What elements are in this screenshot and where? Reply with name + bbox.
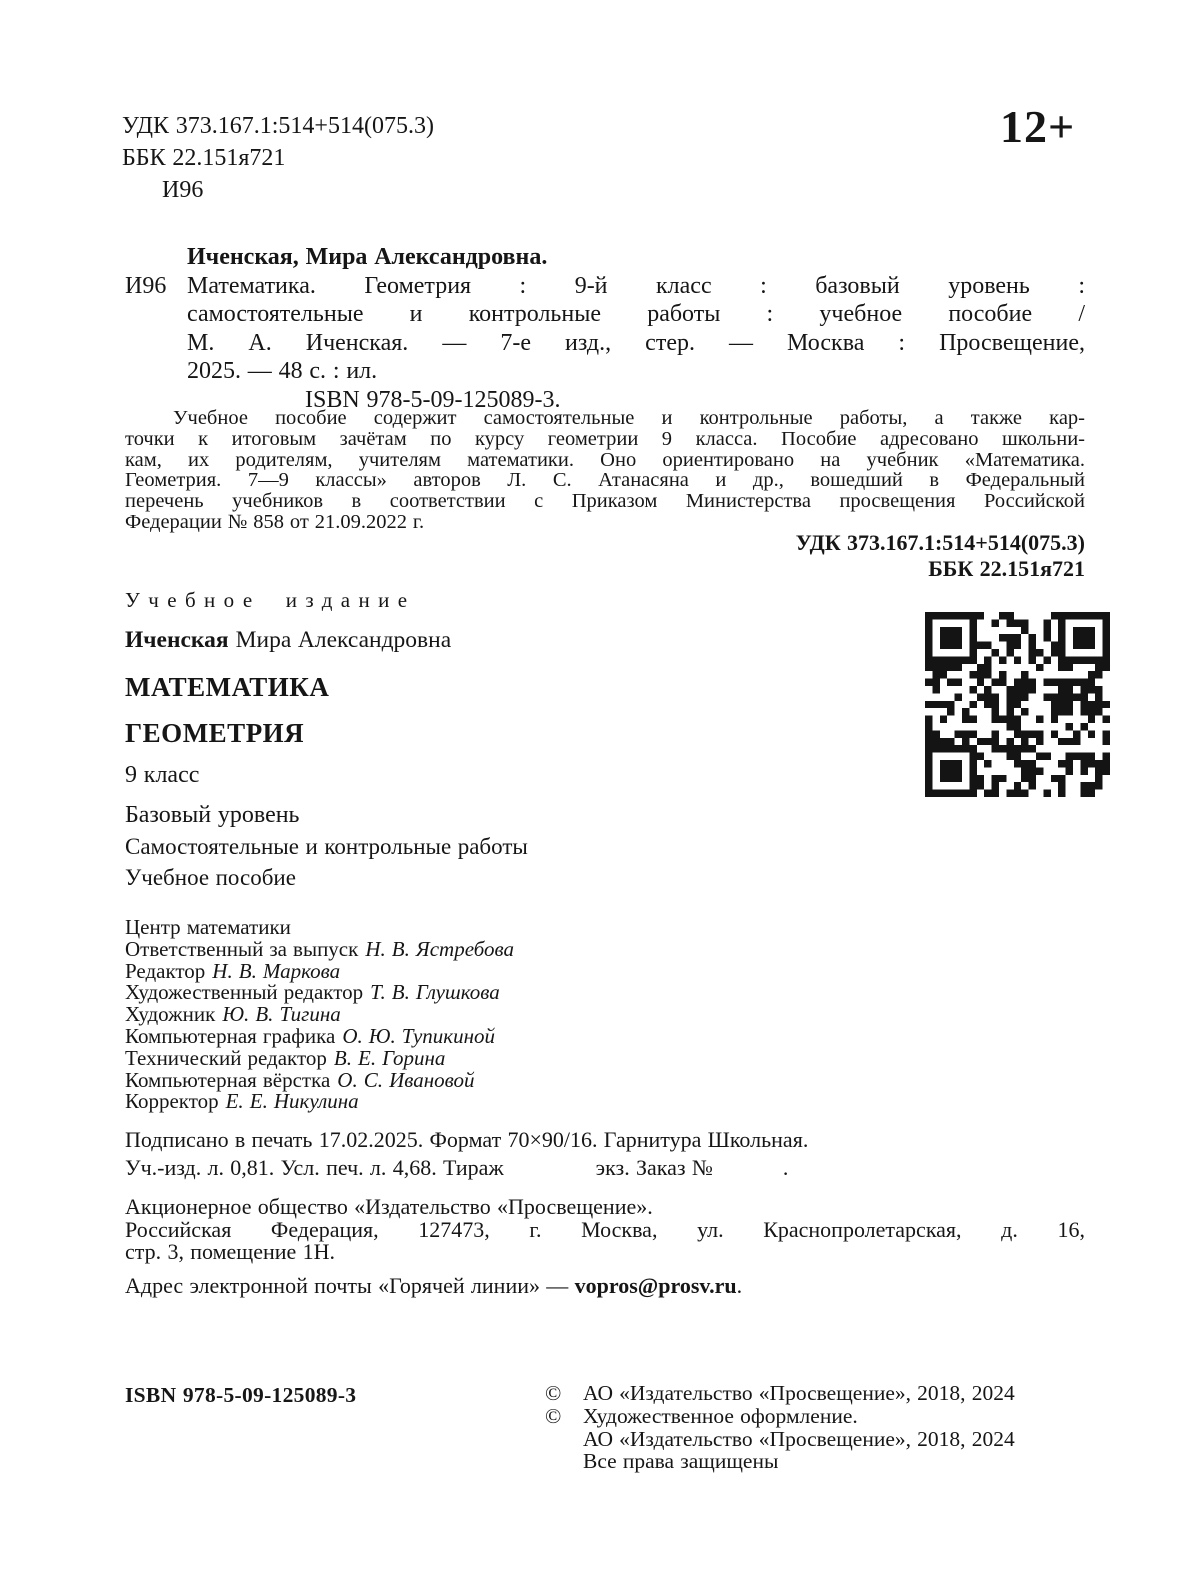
credit-line [125,982,514,1004]
print-imprint-block [125,1126,808,1181]
subtitle-works: Самостоятельные и контрольные работы [125,834,528,859]
codes-right-block [125,530,1085,582]
subtitle-grade: 9 класс [125,762,200,788]
copyright-text: АО «Издательство «Просвещение», 2018, 2024 [583,1381,1015,1405]
copyright-text: Все права защищены [583,1449,779,1474]
hotline-email-line [125,1273,742,1299]
credit-line [125,1091,514,1113]
copyright-text: Художественное оформление. [583,1403,858,1428]
credit-name: Т. В. Глушкова [370,980,500,1005]
publisher-block [125,1196,1085,1264]
credit-name: Н. В. Ястребова [365,936,515,961]
bib-author-sign: И96 [125,272,167,299]
bbk-code: ББК 22.151я721 [122,145,286,171]
copyright-line [545,1405,1015,1428]
email-address: vopros@prosv.ru [574,1273,737,1298]
bib-isbn: ISBN 978-5-09-125089-3. [305,386,561,413]
copyright-text: АО «Издательство «Просвещение», 2018, 2024 [583,1426,1015,1451]
credit-line [125,936,515,961]
bib-description [187,272,1085,415]
credit-name: Е. Е. Никулина [225,1089,359,1114]
author-sign-code: И96 [162,177,204,203]
imprint-period: . [782,1154,789,1180]
credit-label: Центр математики [125,915,291,939]
annotation-line: точки к итоговым зачётам по курсу геометрии 9 класса. Пособие адресовано школьни- [125,427,1085,450]
copyright-line [545,1428,1015,1451]
credit-label: Художественный редактор [125,980,364,1005]
bib-line: самостоятельные и контрольные работы : учебное пособие / [187,301,1085,327]
annotation-line: Геометрия. 7—9 классы» авторов Л. С. Атанасяна и др., вошедший в Федеральный [125,469,1085,492]
annotation-line: перечень учебников в соответствии с Приказом Министерства просвещения Российской [125,490,1085,513]
credit-label: Компьютерная графика [125,1023,336,1048]
credit-label: Корректор [125,1089,219,1114]
credit-line [125,1004,514,1026]
bib-author: Иченская, Мира Александровна. [187,244,548,270]
credit-name: В. Е. Горина [333,1045,446,1070]
credits-block [125,917,514,1113]
annotation-line: Учебное пособие содержит самостоятельные и контрольные работы, а также кар- [173,407,1085,429]
publisher-line: Российская Федерация, 127473, г. Москва, ул. Краснопролетарская, д. 16, [125,1216,1085,1242]
author-surname: Иченская [125,627,229,653]
credit-line [125,1023,514,1048]
credit-label: Технический редактор [125,1045,327,1070]
credit-line [125,958,514,983]
copyright-block [545,1382,1015,1473]
publisher-line: стр. 3, помещение 1Н. [125,1239,335,1265]
title-geometry: ГЕОМЕТРИЯ [125,718,305,748]
credit-name: О. Ю. Тупикиной [342,1023,496,1048]
subtitle-level: Базовый уровень [125,802,300,828]
copyright-line [545,1382,1015,1405]
copyright-sign: © [545,1403,562,1428]
udk-code-right: УДК 373.167.1:514+514(075.3) [795,530,1085,555]
credit-line [125,1067,514,1092]
imprint-order: экз. Заказ № [595,1154,713,1180]
top-codes-block [122,110,434,206]
credit-label: Компьютерная вёрстка [125,1067,331,1092]
copyright-sign: © [545,1381,562,1405]
qr-code [925,612,1110,797]
email-suffix: . [736,1273,743,1298]
credit-line [125,917,514,939]
edition-type-label: Учебное издание [125,588,416,612]
bibliographic-block [125,243,1085,414]
credit-name: О. С. Ивановой [337,1067,475,1092]
author-full-line [125,627,451,654]
credit-line [125,1045,514,1070]
credit-name: Н. В. Маркова [212,958,341,983]
age-rating-badge: 12+ [1000,101,1076,152]
title-mathematics: МАТЕМАТИКА [125,672,330,702]
bib-line: Математика. Геометрия : 9-й класс : базовый уровень : [187,272,1085,299]
annotation-line: Федерации № 858 от 21.09.2022 г. [125,510,425,533]
bib-line: 2025. — 48 с. : ил. [187,358,378,384]
udk-code: УДК 373.167.1:514+514(075.3) [122,113,434,139]
annotation-line: кам, их родителям, учителям математики. Оно ориентировано на учебник «Математика. [125,448,1085,471]
credit-name: Ю. В. Тигина [222,1002,341,1027]
email-prefix: Адрес электронной почты «Горячей линии» — [125,1273,575,1298]
credit-label: Художник [125,1002,216,1027]
credit-label: Редактор [125,958,206,983]
imprint-line: Подписано в печать 17.02.2025. Формат 70×90/16. Гарнитура Школьная. [125,1127,809,1152]
isbn-bottom: ISBN 978-5-09-125089-3 [125,1383,357,1407]
imprint-volume: Уч.-изд. л. 0,81. Усл. печ. л. 4,68. Тираж [125,1154,504,1180]
copyright-line [545,1450,1015,1473]
bib-line: М. А. Иченская. — 7-е изд., стер. — Москва : Просвещение, [187,329,1085,356]
credit-label: Ответственный за выпуск [125,936,359,961]
author-given-names: Мира Александровна [235,627,452,653]
subtitle-type: Учебное пособие [125,865,296,890]
bbk-code-right: ББК 22.151я721 [928,556,1085,581]
publisher-line: Акционерное общество «Издательство «Просвещение». [125,1194,653,1219]
annotation-block [125,408,1085,533]
imprint-line [125,1154,808,1182]
